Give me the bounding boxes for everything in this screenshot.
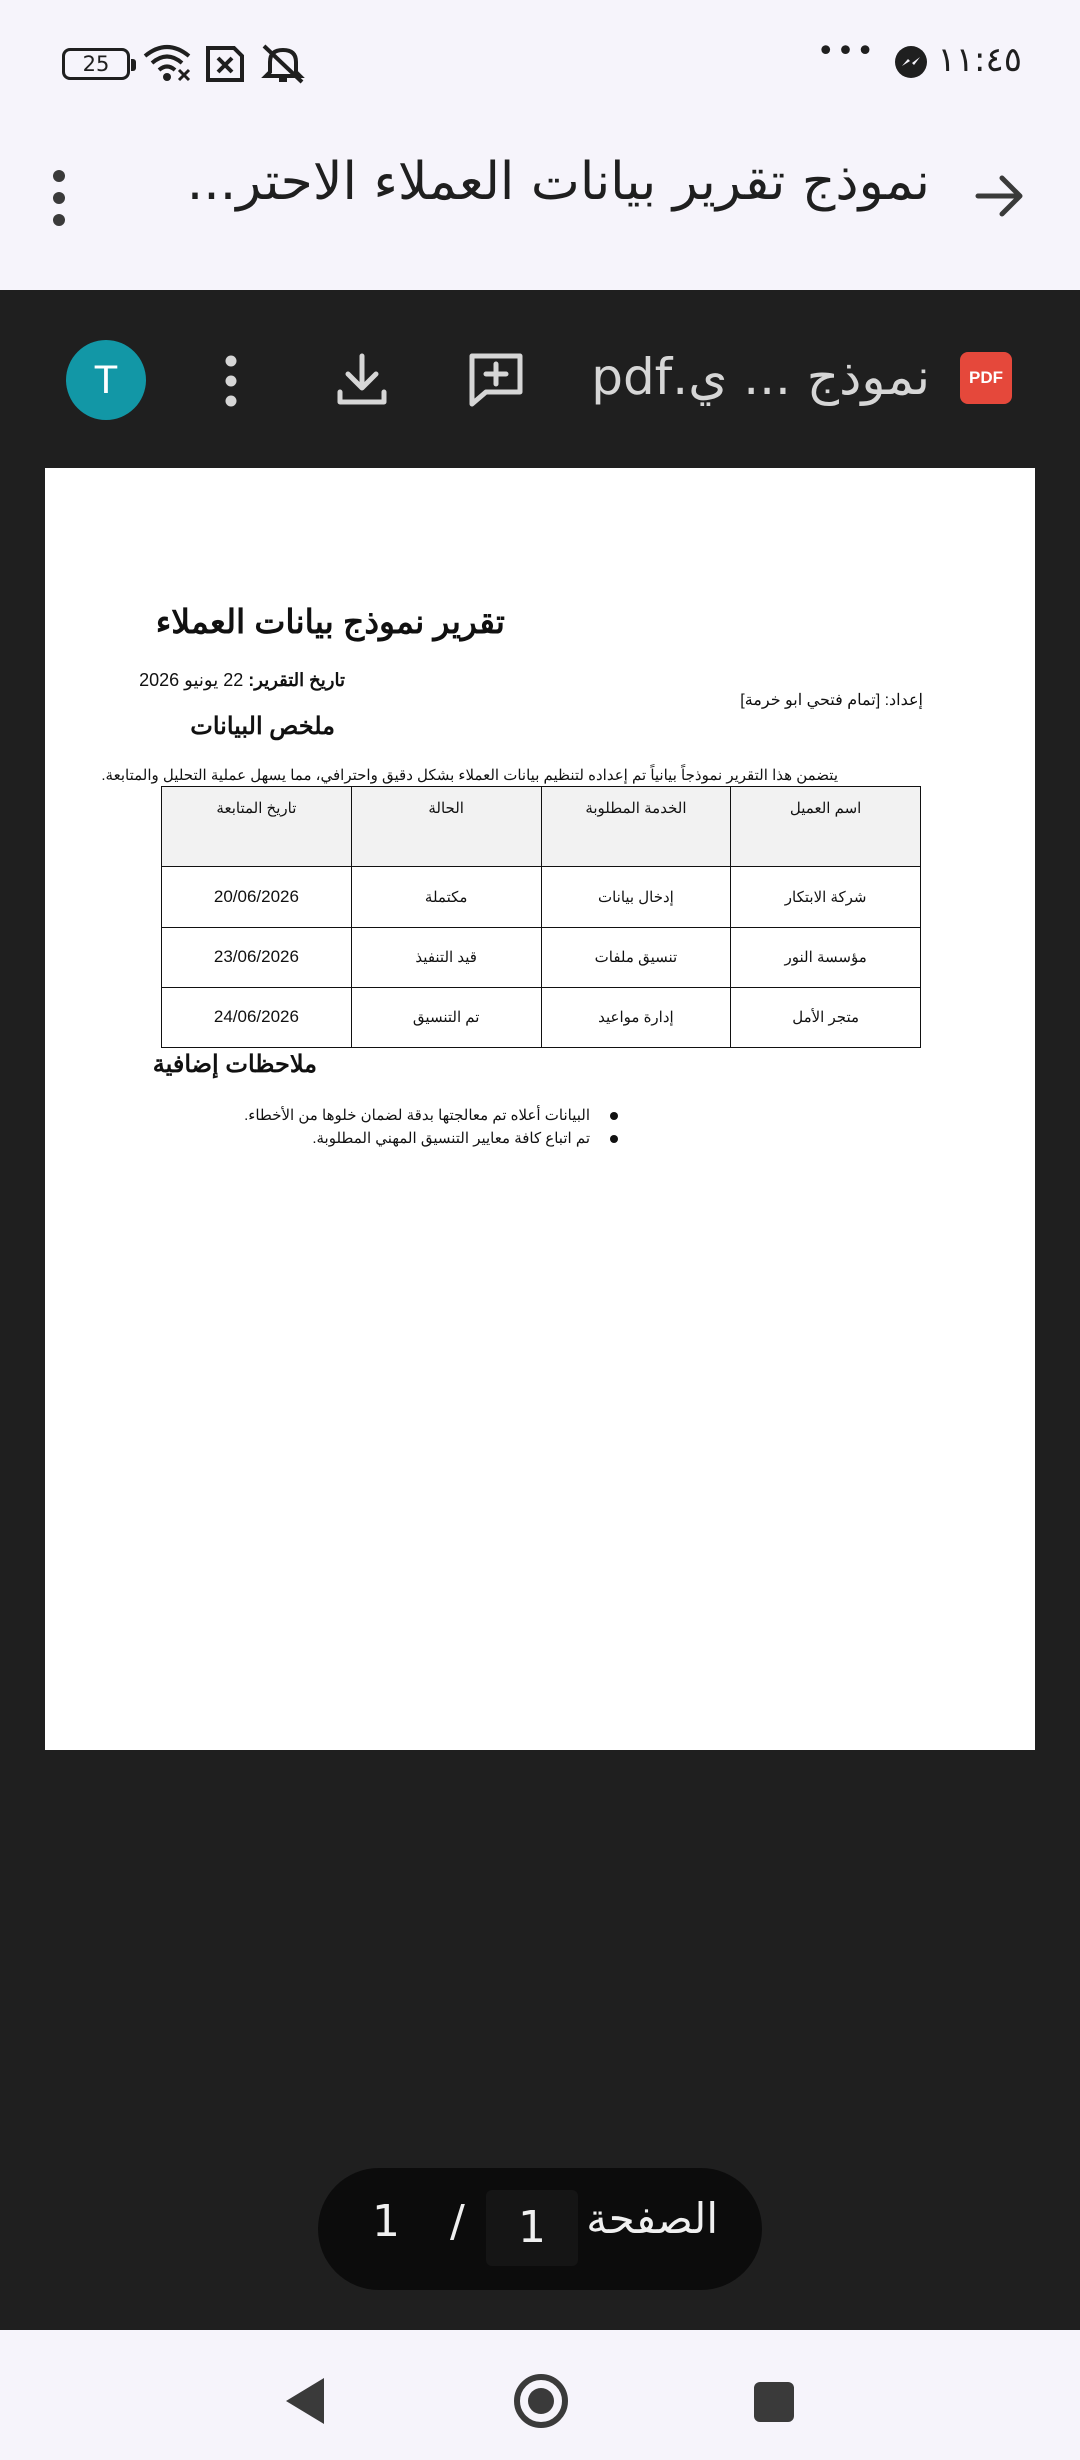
table-header: الحالة (351, 787, 541, 867)
sim-error-icon (204, 46, 246, 82)
more-notifications-icon: ••• (816, 34, 876, 69)
table-header: اسم العميل (731, 787, 921, 867)
status-bar (0, 0, 1080, 130)
table-cell: 23/06/2026 (162, 927, 352, 987)
account-avatar[interactable]: T (66, 340, 146, 420)
table-cell: إدارة مواعيد (541, 987, 731, 1047)
page-total: 1 (372, 2196, 400, 2247)
table-cell: مؤسسة النور (731, 927, 921, 987)
more-vert-icon[interactable] (44, 166, 74, 230)
notifications-off-icon (260, 42, 306, 86)
notes-heading: ملاحظات إضافية (152, 1051, 317, 1078)
wifi-icon (143, 44, 191, 84)
report-date-value: 22 يونيو 2026 (139, 670, 249, 690)
summary-heading: ملخص البيانات (190, 713, 335, 740)
client-data-table (161, 786, 921, 1048)
table-cell: إدخال بيانات (541, 867, 731, 927)
add-comment-icon[interactable] (466, 350, 526, 410)
nav-back-icon[interactable] (284, 2376, 326, 2426)
report-title: تقرير نموذج بيانات العملاء (155, 603, 505, 640)
more-vert-icon[interactable] (218, 352, 244, 410)
document-title: نموذج تقرير بيانات العملاء الاحتر... (186, 152, 930, 212)
nav-home-icon[interactable] (514, 2374, 568, 2428)
table-header-row (162, 787, 921, 867)
viewer-toolbar (0, 290, 1080, 470)
pdf-file-icon: PDF (960, 352, 1012, 404)
page-label: الصفحة (586, 2194, 718, 2243)
nav-recents-icon[interactable] (754, 2382, 794, 2422)
notes-list (170, 1104, 590, 1150)
table-cell: 24/06/2026 (162, 987, 352, 1047)
page-separator: / (450, 2196, 465, 2247)
table-row (162, 927, 921, 987)
table-cell: متجر الأمل (731, 987, 921, 1047)
table-cell: شركة الابتكار (731, 867, 921, 927)
list-item: البيانات أعلاه تم معالجتها بدقة لضمان خلوها من الأخطاء. (170, 1104, 590, 1127)
prepared-by: إعداد: [تمام فتحي ابو خرمة] (740, 692, 923, 709)
table-cell: تم التنسيق (351, 987, 541, 1047)
back-arrow-icon[interactable] (970, 166, 1030, 226)
table-row (162, 987, 921, 1047)
table-cell: مكتملة (351, 867, 541, 927)
download-icon[interactable] (334, 350, 390, 410)
page-current-input[interactable]: 1 (486, 2190, 578, 2266)
table-cell: قيد التنفيذ (351, 927, 541, 987)
report-date (139, 670, 345, 691)
app-bar (0, 130, 1080, 290)
table-row (162, 867, 921, 927)
intro-paragraph: يتضمن هذا التقرير نموذجاً بيانياً تم إعداده لتنظيم بيانات العملاء بشكل دقيق واحترافي، مما يسهل عملية التحليل والمتابعة. (101, 767, 838, 784)
table-cell: 20/06/2026 (162, 867, 352, 927)
table-header: تاريخ المتابعة (162, 787, 352, 867)
navigation-bar (0, 2330, 1080, 2460)
table-header: الخدمة المطلوبة (541, 787, 731, 867)
battery-level: 25 (82, 52, 110, 76)
battery-icon (62, 48, 130, 80)
table-cell: تنسيق ملفات (541, 927, 731, 987)
file-name: نموذج ... ي.pdf (591, 348, 930, 406)
messenger-icon (894, 45, 928, 79)
list-item: تم اتباع كافة معايير التنسيق المهني المطلوبة. (170, 1127, 590, 1150)
clock: ١١:٤٥ (937, 40, 1022, 80)
page-indicator (318, 2168, 762, 2290)
report-date-label: تاريخ التقرير: (248, 670, 345, 690)
pdf-page[interactable] (45, 468, 1035, 1750)
